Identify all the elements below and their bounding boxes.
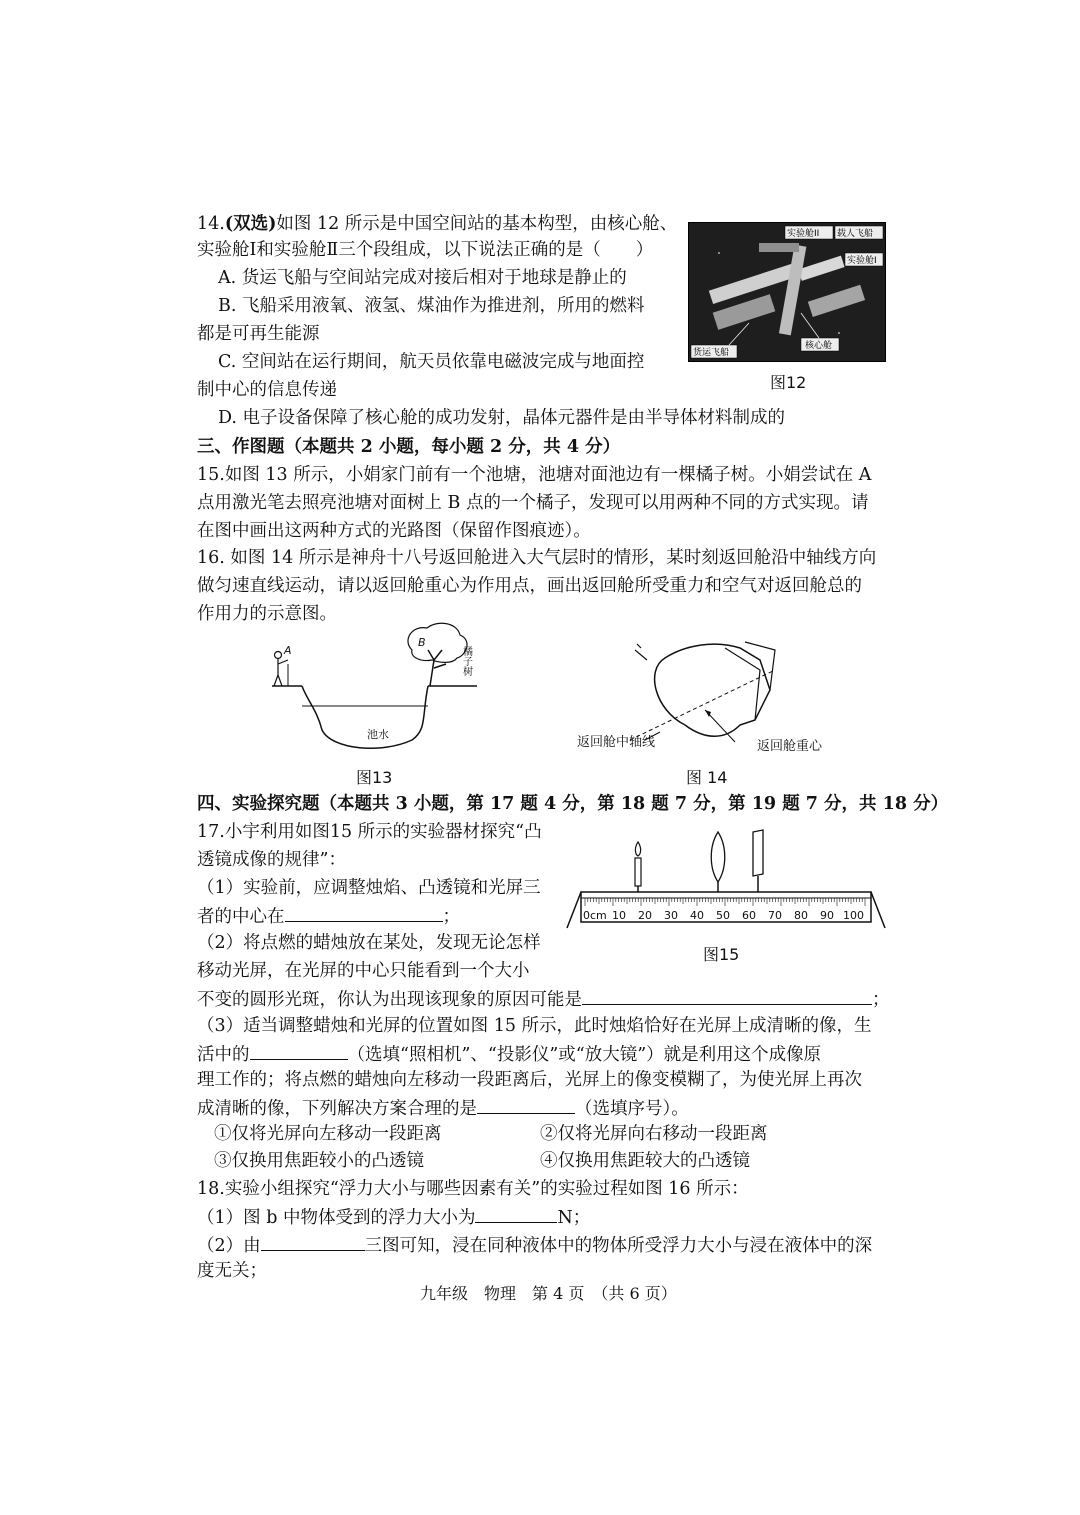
q17-p1a: （1）实验前，应调整烛焰、凸透镜和光屏三 — [197, 878, 541, 898]
figure-13-label: 图13 — [356, 768, 393, 787]
q17-choice-3: ③仅换用焦距较小的凸透镜 — [214, 1151, 424, 1171]
q14-stem: 如图 12 所示是中国空间站的基本构型，由核心舱、 — [276, 214, 678, 234]
section-4-title: 四、实验探究题（本题共 3 小题，第 17 题 4 分，第 18 题 7 分，第 19 题 7 分，共 18 分） — [197, 794, 949, 814]
q17-choice-4: ④仅换用焦距较大的凸透镜 — [540, 1151, 750, 1171]
q17-p3a: （3）适当调整蜡烛和光屏的位置如图 15 所示，此时烛焰恰好在光屏上成清晰的像，生 — [197, 1016, 872, 1036]
ruler-label-0: 0cm — [583, 909, 607, 922]
label-lab1: 实验舱I — [847, 256, 877, 266]
cg-label: 返回舱重心 — [757, 739, 823, 754]
point-a-label: A — [284, 644, 292, 657]
q17-answer-blank-1[interactable] — [285, 903, 443, 922]
q17-answer-blank-3[interactable] — [250, 1041, 348, 1060]
q17-line1: 17.小宇利用如图15 所示的实验器材探究“凸 — [197, 822, 542, 842]
ruler-tick-marks — [585, 898, 865, 906]
figure-14-label: 图 14 — [686, 768, 728, 787]
q17-choice-2: ②仅将光屏向右移动一段距离 — [540, 1124, 768, 1144]
q16-line1: 16. 如图 14 所示是神舟十八号返回舱进入大气层时的情形，某时刻返回舱沿中轴线方向 — [197, 548, 877, 568]
space-station-drawing — [689, 223, 885, 361]
q18-p1-text: （1）图 b 中物体受到的浮力大小为 — [197, 1208, 476, 1228]
q17-p3d — [197, 1095, 689, 1121]
q14-option-c: C. 空间站在运行期间，航天员依靠电磁波完成与地面控 — [218, 352, 645, 372]
figure-14-capsule-diagram — [575, 630, 845, 760]
point-b-label: B — [418, 636, 426, 649]
q17-p3b — [197, 1041, 821, 1067]
q17-p3b-end: （选填“照相机”、“投影仪”或“放大镜”）就是利用这个成像原 — [347, 1045, 822, 1065]
q16-line3: 作用力的示意图。 — [197, 604, 337, 624]
q17-p2a: （2）将点燃的蜡烛放在某处，发现无论怎样 — [197, 933, 541, 953]
figure-12-label: 图12 — [770, 373, 807, 392]
ruler-label-30: 30 — [664, 909, 678, 922]
q15-line1: 15.如图 13 所示，小娟家门前有一个池塘，池塘对面池边有一棵橘子树。小娟尝试在 A — [197, 465, 872, 485]
ruler-label-20: 20 — [638, 909, 652, 922]
q17-line2: 透镜成像的规律”： — [197, 850, 346, 870]
q14-option-a: A. 货运飞船与空间站完成对接后相对于地球是静止的 — [218, 268, 627, 288]
ruler-label-70: 70 — [768, 909, 782, 922]
label-crew-ship: 载人飞船 — [837, 229, 874, 239]
q14-number: 14. — [197, 214, 225, 234]
q18-line1: 18.实验小组探究“浮力大小与哪些因素有关”的实验过程如图 16 所示： — [197, 1179, 749, 1199]
q17-p3c: 理工作的；将点燃的蜡烛向左移动一段距离后，光屏上的像变模糊了，为使光屏上再次 — [197, 1070, 862, 1090]
q15-line3: 在图中画出这两种方式的光路图（保留作图痕迹）。 — [197, 521, 591, 541]
figure-13-pond-diagram — [262, 620, 502, 760]
figure-15-optical-bench — [565, 828, 890, 936]
label-lab2: 实验舱II — [787, 229, 820, 239]
q16-line2: 做匀速直线运动，请以返回舱重心为作用点，画出返回舱所受重力和空气对返回舱总的 — [197, 576, 862, 596]
q17-answer-blank-4[interactable] — [477, 1095, 575, 1114]
q14-option-b: B. 飞船采用液氧、液氢、煤油作为推进剂，所用的燃料 — [218, 296, 645, 316]
q18-p2b: 度无关； — [197, 1261, 267, 1281]
q18-answer-blank-2[interactable] — [261, 1232, 365, 1251]
water-label: 池水 — [367, 728, 389, 741]
q14-option-d: D. 电子设备保障了核心舱的成功发射，晶体元器件是由半导体材料制成的 — [218, 408, 786, 428]
axis-label: 返回舱中轴线 — [577, 735, 656, 750]
q14-option-b-cont: 都是可再生能源 — [197, 324, 320, 344]
q15-line2: 点用激光笔去照亮池塘对面树上 B 点的一个橘子，发现可以用两种不同的方式实现。请 — [197, 493, 869, 513]
q17-p2c-end: ； — [872, 990, 890, 1010]
q14-type: (双选) — [224, 214, 277, 234]
q14-line2: 实验舱Ⅰ和实验舱Ⅱ三个段组成，以下说法正确的是（ ） — [197, 240, 654, 260]
ruler-label-100: 100 — [843, 909, 864, 922]
figure-15-label: 图15 — [703, 945, 740, 964]
q17-p2c — [197, 986, 890, 1012]
q18-p1 — [197, 1204, 590, 1230]
label-cargo-ship: 货运飞船 — [693, 348, 730, 358]
q17-p1b — [197, 903, 460, 929]
ruler-label-90: 90 — [820, 909, 834, 922]
space-station-photo — [688, 222, 886, 362]
q17-p2b: 移动光屏，在光屏的中心只能看到一个大小 — [197, 961, 530, 981]
q18-p2-end: 三图可知，浸在同种液体中的物体所受浮力大小与浸在液体中的深 — [364, 1236, 873, 1256]
q17-choice-1: ①仅将光屏向左移动一段距离 — [214, 1124, 442, 1144]
q17-answer-blank-2[interactable] — [582, 986, 872, 1005]
q14-option-c-cont: 制中心的信息传递 — [197, 380, 337, 400]
q18-p1-end: N； — [557, 1208, 591, 1228]
q17-p3d-end: （选填序号）。 — [575, 1099, 689, 1119]
q17-p1b-end: ； — [442, 907, 460, 927]
q18-p2-text: （2）由 — [197, 1236, 261, 1256]
label-core-module: 核心舱 — [805, 341, 833, 351]
section-3-title: 三、作图题（本题共 2 小题，每小题 2 分，共 4 分） — [197, 437, 621, 457]
page-footer: 九年级 物理 第 4 页 （共 6 页） — [420, 1284, 677, 1303]
ruler-label-40: 40 — [690, 909, 704, 922]
q17-p1b-text: 者的中心在 — [197, 907, 285, 927]
q14-line1 — [197, 212, 677, 236]
q18-answer-blank-1[interactable] — [475, 1204, 557, 1223]
q17-p2c-text: 不变的圆形光斑，你认为出现该现象的原因可能是 — [197, 990, 582, 1010]
ruler-label-50: 50 — [716, 909, 730, 922]
q18-p2 — [197, 1232, 872, 1258]
tree-label: 橘子树 — [460, 646, 472, 676]
ruler-label-10: 10 — [612, 909, 626, 922]
q17-p3b-text: 活中的 — [197, 1045, 250, 1065]
q17-p3d-text: 成清晰的像，下列解决方案合理的是 — [197, 1099, 477, 1119]
ruler-label-80: 80 — [794, 909, 808, 922]
ruler-label-60: 60 — [742, 909, 756, 922]
